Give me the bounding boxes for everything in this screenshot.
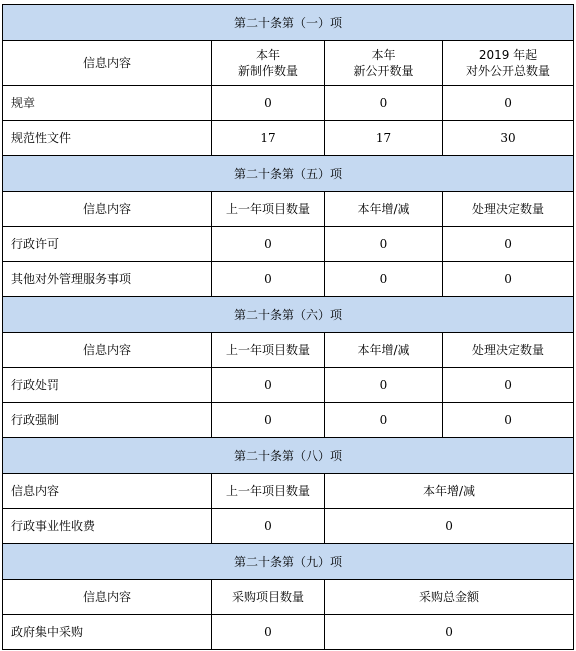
row-label: 规章 <box>3 86 212 121</box>
value-cell: 0 <box>443 227 574 262</box>
header-cell: 本年增/减 <box>325 474 574 509</box>
header-cell: 上一年项目数量 <box>212 474 325 509</box>
header-cell: 信息内容 <box>3 192 212 227</box>
value-cell: 0 <box>443 86 574 121</box>
header-cell: 本年增/减 <box>325 333 443 368</box>
header-line: 本年 <box>255 48 280 62</box>
header-cell <box>443 41 574 86</box>
row-label: 行政许可 <box>3 227 212 262</box>
row-label: 规范性文件 <box>3 121 212 156</box>
section-title: 第二十条第（一）项 <box>3 5 574 41</box>
value-cell: 30 <box>443 121 574 156</box>
value-cell: 0 <box>443 403 574 438</box>
row-label: 行政强制 <box>3 403 212 438</box>
disclosure-table <box>2 4 574 650</box>
value-cell: 0 <box>325 403 443 438</box>
section-title: 第二十条第（八）项 <box>3 438 574 474</box>
value-cell: 17 <box>212 121 325 156</box>
header-cell: 处理决定数量 <box>443 333 574 368</box>
section-title: 第二十条第（九）项 <box>3 544 574 580</box>
value-cell: 0 <box>325 262 443 297</box>
value-cell: 0 <box>212 403 325 438</box>
header-cell: 采购总金额 <box>325 580 574 615</box>
header-line: 对外公开总数量 <box>466 64 551 78</box>
value-cell: 0 <box>212 615 325 650</box>
value-cell: 0 <box>212 86 325 121</box>
value-cell: 0 <box>325 368 443 403</box>
value-cell: 0 <box>325 227 443 262</box>
section-title: 第二十条第（五）项 <box>3 156 574 192</box>
section-title: 第二十条第（六）项 <box>3 297 574 333</box>
header-line: 新制作数量 <box>237 64 298 78</box>
header-cell: 本年增/减 <box>325 192 443 227</box>
value-cell: 0 <box>212 262 325 297</box>
header-cell: 信息内容 <box>3 580 212 615</box>
value-cell: 0 <box>325 86 443 121</box>
row-label: 行政处罚 <box>3 368 212 403</box>
header-line: 新公开数量 <box>353 64 414 78</box>
header-cell: 上一年项目数量 <box>212 192 325 227</box>
header-cell <box>325 41 443 86</box>
row-label: 行政事业性收费 <box>3 509 212 544</box>
value-cell: 0 <box>212 227 325 262</box>
value-cell: 0 <box>443 262 574 297</box>
value-cell: 0 <box>212 368 325 403</box>
header-cell: 信息内容 <box>3 41 212 86</box>
value-cell: 17 <box>325 121 443 156</box>
header-cell <box>212 41 325 86</box>
header-cell: 上一年项目数量 <box>212 333 325 368</box>
value-cell: 0 <box>325 509 574 544</box>
header-cell: 信息内容 <box>3 333 212 368</box>
value-cell: 0 <box>325 615 574 650</box>
value-cell: 0 <box>443 368 574 403</box>
header-cell: 采购项目数量 <box>212 580 325 615</box>
header-line: 2019 年起 <box>478 48 538 62</box>
header-line: 本年 <box>371 48 396 62</box>
header-cell: 处理决定数量 <box>443 192 574 227</box>
row-label: 其他对外管理服务事项 <box>3 262 212 297</box>
value-cell: 0 <box>212 509 325 544</box>
header-cell: 信息内容 <box>3 474 212 509</box>
row-label: 政府集中采购 <box>3 615 212 650</box>
